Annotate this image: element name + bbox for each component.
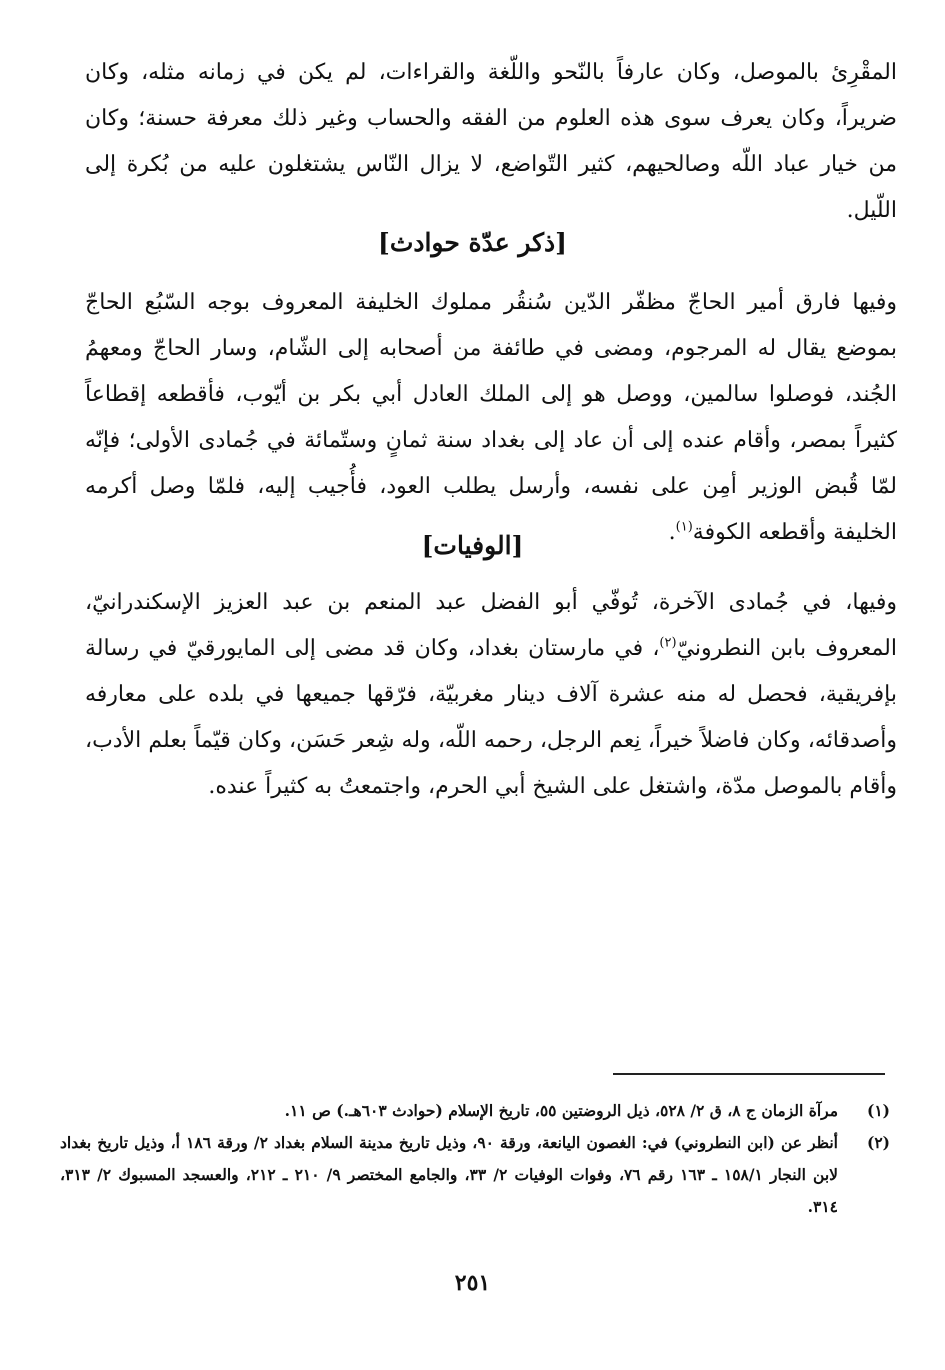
paragraph-deaths	[85, 580, 897, 810]
page-number: ٢٥١	[454, 1270, 491, 1296]
footnote-number: (١)	[866, 1101, 890, 1120]
paragraph-continuation	[85, 50, 897, 234]
footnote-text: مرآة الزمان ج ٨، ق ٢/ ٥٢٨، ذيل الروضتين ٥٥، تاريخ الإسلام (حوادث ٦٠٣هـ.) ص ١١.	[284, 1101, 838, 1120]
footnote-item	[60, 1127, 890, 1223]
paragraph-events	[85, 280, 897, 556]
paragraph-continuation-text: المقْرِئ بالموصل، وكان عارفاً بالنّحو واللّغة والقراءات، لم يكن في زمانه مثله، وكان ضريراً، وكان يعرف سوى هذه العلوم من الفقه والحساب وغير ذلك معرفة حسنة؛ وكان من خيار عباد اللّه وصالحيهم، كثير التّواضع، لا يزال النّاس يشتغلون عليه من بُكرة إلى اللّيل.	[85, 60, 897, 223]
section-heading-events: [ذكر عدّة حوادث]	[377, 228, 567, 257]
footnote-reference-2: (٢)	[659, 635, 677, 651]
footnote-item	[60, 1095, 890, 1127]
footnote-divider	[613, 1073, 885, 1075]
footnote-reference-1: (١)	[675, 519, 693, 535]
footnote-number: (٢)	[866, 1133, 890, 1152]
paragraph-deaths-text-b: ، في مارستان بغداد، وكان قد مضى إلى المايورقيّ في رسالة بإفريقية، فحصل له منه عشرة آلاف دينار مغربيّة، فرّقها جميعها في بلده على معارفه وأصدقائه، وكان فاضلاً خيراً، نِعم الرجل، رحمه اللّه، وله شِعر حَسَن، وكان قيّماً بعلم الأدب، وأقام بالموصل مدّة، واشتغل على الشيخ أبي الحرم، واجتمعتُ به كثيراً عنده.	[85, 636, 897, 799]
paragraph-deaths-text-a: وفيها، في جُمادى الآخرة، تُوفّي أبو الفضل عبد المنعم بن عبد العزيز الإسكندرانيّ، المعروف بابن النطرونيّ	[85, 590, 897, 661]
paragraph-events-text: وفيها فارق أمير الحاجّ مظفّر الدّين سُنقُر مملوك الخليفة المعروف بوجه السّبُع الحاجّ بموضع يقال له المرجوم، ومضى في طائفة من أصحابه إلى الشّام، وسار الحاجّ ومعهمُ الجُند، فوصلوا سالمين، ووصل هو إلى الملك العادل أبي بكر بن أيّوب، فأقطعه إقطاعاً كثيراً بمصر، وأقام عنده إلى أن عاد إلى بغداد سنة ثمانٍ وستّمائة في جُمادى الأولى؛ فإنّه لمّا قُبض الوزير أمِن على نفسه، وأرسل يطلب العود، فأُجيب إليه، فلمّا وصل أكرمه الخليفة وأقطعه الكوفة	[85, 290, 897, 545]
section-heading-deaths: [الوفيات]	[421, 531, 524, 560]
footnotes	[60, 1095, 890, 1223]
paragraph-events-end: .	[668, 520, 676, 545]
footnote-text: أنظر عن (ابن النطروني) في: الغصون اليانعة، ورقة ٩٠، وذيل تاريخ مدينة السلام بغداد ٢/ ورقة ١٨٦ أ، وذيل تاريخ بغداد لابن النجار ١٥٨/١ ـ ١٦٣ رقم ٧٦، وفوات الوفيات ٢/ ٣٣، والجامع المختصر ٩/ ٢١٠ ـ ٢١٢، والعسجد المسبوك ٢/ ٣١٣، ٣١٤.	[60, 1133, 838, 1216]
